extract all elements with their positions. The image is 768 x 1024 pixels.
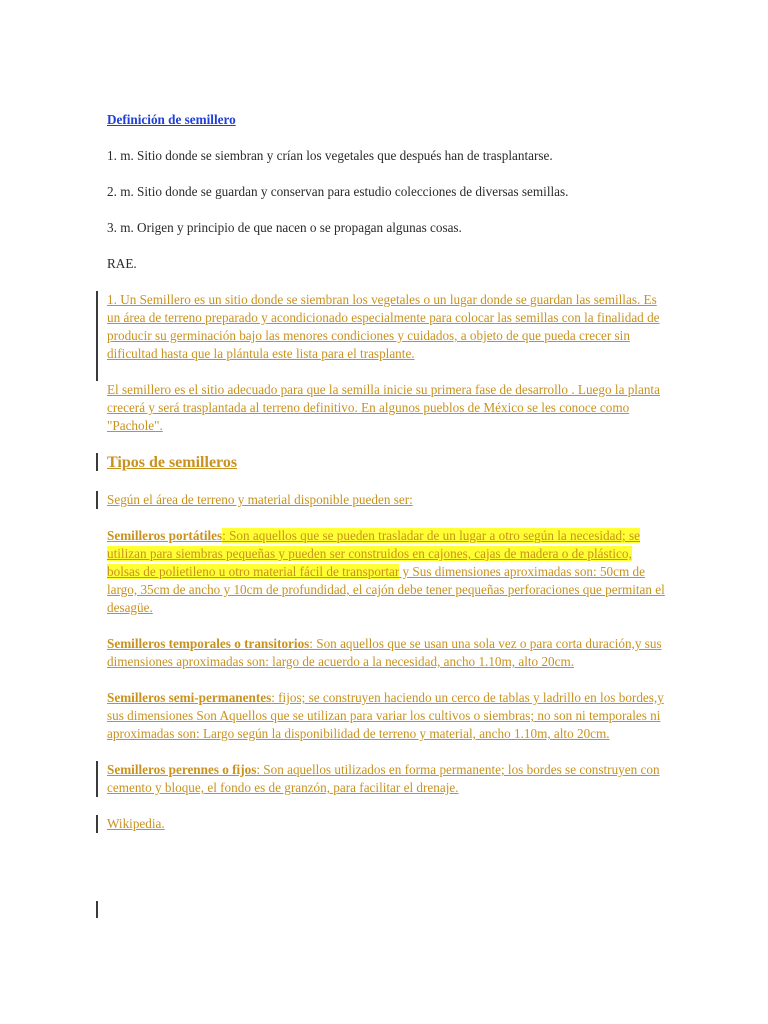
type-perennial-text: : Son aquellos utilizados en forma permanente; los bordes se construyen con cemento y bloque, el fondo es de granzón, para facilitar el drenaje.: [107, 762, 660, 795]
definition-item-3: 3. m. Origen y principio de que nacen o se propagan algunas cosas.: [107, 220, 462, 235]
highlighted-text: : Son aquellos que se pueden trasladar de un lugar a otro según la necesidad; se utilizan para siembras pequeñas y pueden ser construidos en cajones, cajas de madera o de plástico, bolsas de polietileno u otro material fácil de transportar: [107, 528, 640, 579]
definition-item-1: 1. m. Sitio donde se siembran y crían los vegetales que después han de trasplantarse.: [107, 148, 553, 163]
type-portable-term: Semilleros portátiles: [107, 528, 223, 543]
type-semi-permanent: [107, 689, 667, 743]
type-semi-permanent-term: Semilleros semi-permanentes: [107, 690, 272, 705]
type-temporary-text: : Son aquellos que se usan una sola vez o para corta duración,y sus dimensiones aproximadas son: largo de acuerdo a la necesidad, ancho 1.10m, alto 20cm.: [107, 636, 662, 669]
intro-paragraph-1: [107, 291, 667, 363]
type-portable-rest: y Sus dimensiones aproximadas son: 50cm de largo, 35cm de ancho y 10cm de profundidad, el cajón debe tener pequeñas perforaciones que permitan el desagüe.: [107, 564, 665, 615]
definition-item-2: 2. m. Sitio donde se guardan y conservan para estudio colecciones de diversas semillas.: [107, 184, 569, 199]
change-bar: [96, 491, 98, 509]
change-bar: [96, 761, 98, 797]
section-heading-types: [107, 453, 667, 473]
change-bar: [96, 901, 98, 918]
type-temporary-term: Semilleros temporales o transitorios: [107, 636, 310, 651]
wikipedia-source: [107, 815, 667, 833]
type-portable: [107, 527, 667, 617]
document-page: [107, 111, 667, 851]
type-perennial-term: Semilleros perennes o fijos: [107, 762, 257, 777]
type-temporary: [107, 635, 667, 671]
intro-paragraph-1-text: 1. Un Semillero es un sitio donde se siembran los vegetales o un lugar donde se guardan las semillas. Es un área de terreno preparado y acondicionado especialmente para colocar las semillas con la finalidad de producir su germinación bajo las menores condiciones y cuidados, a objeto de que pueda crecer sin dificultad hasta que la plántula este lista para el trasplante.: [107, 292, 660, 361]
change-bar: [96, 815, 98, 833]
change-bar: [96, 291, 98, 381]
type-perennial: [107, 761, 667, 797]
types-lead-text: Según el área de terreno y material disponible pueden ser:: [107, 492, 413, 507]
definition-source: RAE.: [107, 256, 137, 271]
wikipedia-source-link[interactable]: Wikipedia.: [107, 816, 165, 831]
definition-title-link[interactable]: Definición de semillero: [107, 112, 236, 127]
section-heading-text: Tipos de semilleros: [107, 454, 238, 471]
type-semi-permanent-text: : fijos; se construyen haciendo un cerco de tablas y ladrillo en los bordes,y sus dimensiones Son Aquellos que se utilizan para variar los cultivos o siembras; no son ni temporales ni aproximadas son: Largo según la disponibilidad de terreno y material, ancho 1.10m, alto 20cm.: [107, 690, 664, 741]
change-bar: [96, 453, 98, 471]
types-lead: [107, 491, 667, 509]
intro-paragraph-2: El semillero es el sitio adecuado para que la semilla inicie su primera fase de desarrollo . Luego la planta crecerá y será trasplantada al terreno definitivo. En algunos pueblos de México se les conoce como "Pachole".: [107, 382, 660, 433]
